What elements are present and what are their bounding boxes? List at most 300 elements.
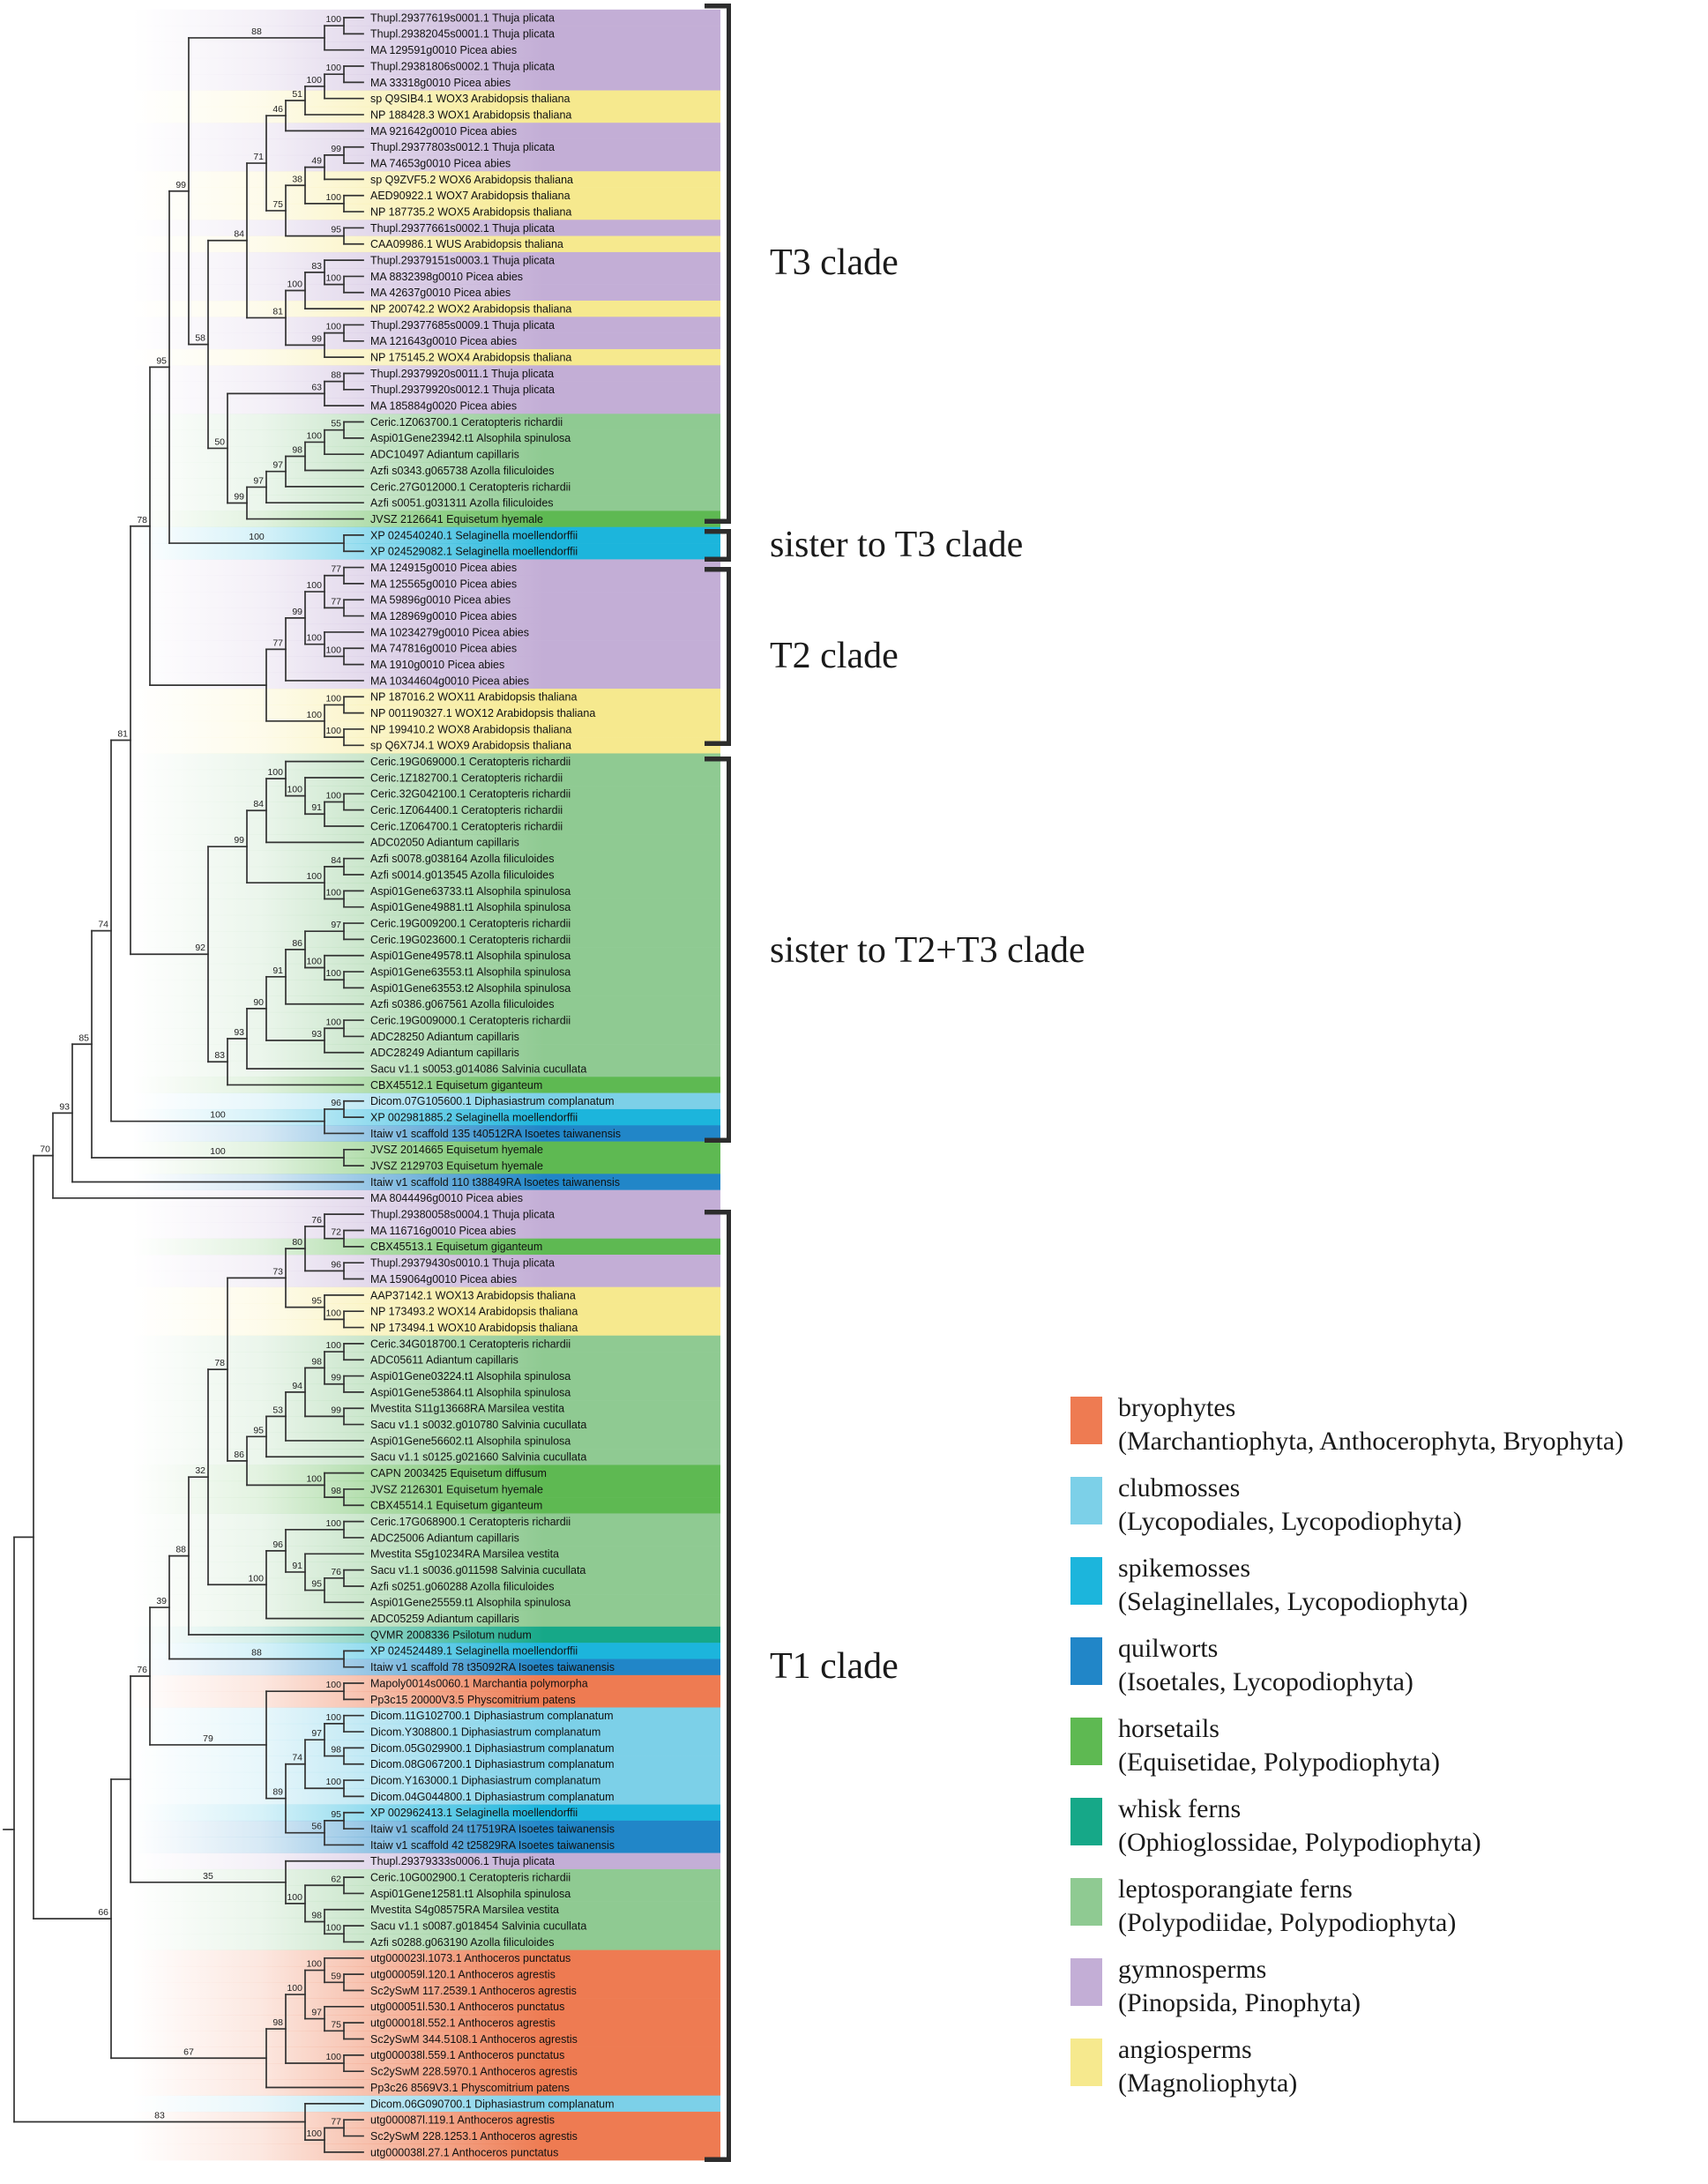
- legend-swatch-ang: [1070, 2039, 1102, 2086]
- tip-label: MA 8832398g0010 Picea abies: [370, 270, 524, 283]
- support-value: 84: [331, 854, 341, 866]
- tip-label: Aspi01Gene25559.t1 Alsophila spinulosa: [370, 1596, 571, 1609]
- support-value: 50: [214, 436, 225, 448]
- tip-label: MA 42637g0010 Picea abies: [370, 287, 511, 300]
- tip-label: utg000051l.530.1 Anthoceros punctatus: [370, 2001, 565, 2014]
- support-value: 99: [331, 1405, 341, 1416]
- support-value: 100: [325, 887, 341, 898]
- tip-label: Ceric.19G069000.1 Ceratopteris richardii: [370, 756, 571, 769]
- legend-text: [1118, 1391, 1623, 1458]
- tip-label: ADC05611 Adiantum capillaris: [370, 1353, 518, 1367]
- tip-label: MA 74653g0010 Picea abies: [370, 157, 511, 170]
- tip-label: Sacu v1.1 s0036.g011598 Salvinia cucullata: [370, 1564, 586, 1577]
- support-value: 100: [306, 956, 322, 967]
- support-value: 63: [311, 382, 322, 393]
- tip-label: Aspi01Gene49881.t1 Alsophila spinulosa: [370, 901, 571, 914]
- tip-label: MA 159064g0010 Picea abies: [370, 1272, 518, 1286]
- support-value: 100: [325, 726, 341, 737]
- tip-label: NP 199410.2 WOX8 Arabidopsis thaliana: [370, 723, 572, 736]
- tip-label: Thupl.29377661s0002.1 Thuja plicata: [370, 221, 555, 235]
- tip-label: utg000023l.1073.1 Anthoceros punctatus: [370, 1952, 571, 1965]
- support-value: 100: [267, 767, 283, 779]
- tip-label: Sacu v1.1 s0125.g021660 Salvinia cucullata: [370, 1450, 587, 1464]
- clade-label-sister-to-t2-t3-clade: sister to T2+T3 clade: [770, 930, 1085, 971]
- legend-text: [1118, 1632, 1413, 1699]
- tip-label: Dicom.06G090700.1 Diphasiastrum complanatum: [370, 2098, 615, 2111]
- support-value: 67: [183, 2046, 194, 2058]
- support-value: 100: [325, 1308, 341, 1319]
- legend-entry-whisk-ferns: [1070, 1793, 1481, 1860]
- tip-label: Itaiw v1 scaffold 110 t38849RA Isoetes taiwanensis: [370, 1175, 621, 1189]
- tip-label: XP 002981885.2 Selaginella moellendorffii: [370, 1111, 578, 1124]
- legend-entry-quilworts: [1070, 1632, 1413, 1699]
- support-value: 100: [325, 191, 341, 203]
- legend-swatch-bry: [1070, 1397, 1102, 1444]
- support-value: 53: [272, 1405, 283, 1416]
- tip-label: Aspi01Gene49578.t1 Alsophila spinulosa: [370, 950, 571, 963]
- tip-label: sp Q9SIB4.1 WOX3 Arabidopsis thaliana: [370, 93, 571, 106]
- tip-label: Pp3c26 8569V3.1 Physcomitrium patens: [370, 2081, 570, 2094]
- tip-label: Itaiw v1 scaffold 135 t40512RA Isoetes taiwanensis: [370, 1127, 621, 1140]
- support-value: 100: [325, 1517, 341, 1529]
- tip-label: Sc2ySwM 228.5970.1 Anthoceros agrestis: [370, 2065, 578, 2078]
- support-value: 51: [292, 88, 302, 100]
- tip-label: Mvestita S4g08575RA Marsilea vestita: [370, 1904, 559, 1917]
- clade-bracket-cap: [705, 2158, 731, 2163]
- support-value: 93: [234, 1026, 244, 1038]
- support-value: 100: [306, 632, 322, 644]
- legend-text: [1118, 1793, 1481, 1860]
- support-value: 84: [234, 228, 244, 240]
- clade-bracket-cap: [705, 757, 731, 762]
- legend-taxa: (Isoetales, Lycopodiophyta): [1118, 1667, 1413, 1696]
- clade-bracket-cap: [705, 519, 731, 525]
- support-value: 35: [203, 1870, 213, 1882]
- support-value: 59: [331, 1971, 341, 1982]
- support-value: 74: [292, 1752, 302, 1763]
- legend-name: bryophytes: [1118, 1393, 1236, 1422]
- legend-swatch-gym: [1070, 1958, 1102, 2006]
- support-value: 77: [272, 637, 283, 649]
- tip-label: Ceric.10G002900.1 Ceratopteris richardii: [370, 1871, 571, 1884]
- tip-label: MA 125565g0010 Picea abies: [370, 578, 518, 591]
- tip-label: MA 121643g0010 Picea abies: [370, 335, 518, 348]
- support-value: 76: [331, 1566, 341, 1577]
- clade-label-sister-to-t3-clade: sister to T3 clade: [770, 525, 1024, 565]
- support-value: 97: [272, 459, 283, 471]
- tip-label: MA 747816g0010 Picea abies: [370, 642, 518, 655]
- support-value: 86: [292, 937, 302, 949]
- support-value: 95: [331, 1808, 341, 1820]
- tip-label: NP 188428.3 WOX1 Arabidopsis thaliana: [370, 108, 572, 122]
- legend-text: [1118, 1873, 1456, 1940]
- tip-label: Thupl.29379430s0010.1 Thuja plicata: [370, 1256, 555, 1270]
- tip-label: MA 10344604g0010 Picea abies: [370, 675, 530, 688]
- support-value: 89: [272, 1786, 283, 1798]
- tip-label: Dicom.07G105600.1 Diphasiastrum complanatum: [370, 1095, 615, 1108]
- legend-swatch-qui: [1070, 1637, 1102, 1685]
- legend-swatch-clu: [1070, 1477, 1102, 1524]
- tip-label: Azfi s0078.g038164 Azolla filiculoides: [370, 853, 555, 866]
- tip-label: Azfi s0386.g067561 Azolla filiculoides: [370, 998, 555, 1011]
- support-value: 72: [331, 1226, 341, 1238]
- support-value: 100: [325, 968, 341, 980]
- tip-label: Aspi01Gene63553.t2 Alsophila spinulosa: [370, 981, 571, 995]
- tip-label: Sacu v1.1 s0053.g014086 Salvinia cucullata: [370, 1062, 587, 1076]
- legend-entry-bryophytes: [1070, 1391, 1623, 1458]
- tip-label: Aspi01Gene12581.t1 Alsophila spinulosa: [370, 1887, 571, 1900]
- tip-label: MA 129591g0010 Picea abies: [370, 44, 518, 57]
- support-value: 86: [234, 1449, 244, 1460]
- legend-taxa: (Ophioglossidae, Polypodiophyta): [1118, 1828, 1481, 1857]
- tip-label: ADC05259 Adiantum capillaris: [370, 1613, 519, 1626]
- tip-label: Azfi s0251.g060288 Azolla filiculoides: [370, 1580, 555, 1593]
- support-value: 77: [331, 563, 341, 575]
- clade-label-t1-clade: T1 clade: [770, 1646, 899, 1687]
- clade-bracket: [727, 529, 731, 562]
- support-value: 78: [214, 1358, 225, 1369]
- legend-name: gymnosperms: [1118, 1955, 1267, 1984]
- tip-label: Thupl.29382045s0001.1 Thuja plicata: [370, 27, 555, 41]
- support-value: 80: [292, 1237, 302, 1249]
- support-value: 66: [98, 1907, 108, 1919]
- support-value: 100: [306, 2128, 322, 2140]
- clade-bracket-cap: [705, 1210, 731, 1215]
- support-value: 46: [272, 104, 283, 116]
- support-value: 96: [331, 1097, 341, 1108]
- tip-label: Thupl.29379333s0006.1 Thuja plicata: [370, 1855, 555, 1868]
- tip-label: Thupl.29379920s0011.1 Thuja plicata: [370, 367, 555, 380]
- tip-label: NP 173494.1 WOX10 Arabidopsis thaliana: [370, 1321, 578, 1334]
- support-value: 93: [311, 1029, 322, 1040]
- support-value: 100: [325, 272, 341, 284]
- support-value: 100: [325, 63, 341, 74]
- support-value: 88: [251, 1647, 262, 1658]
- support-value: 95: [331, 224, 341, 235]
- legend-name: quilworts: [1118, 1634, 1219, 1663]
- tip-label: Dicom.Y308800.1 Diphasiastrum complanatum: [370, 1726, 601, 1739]
- support-value: 100: [325, 645, 341, 656]
- support-value: 76: [311, 1214, 322, 1226]
- support-value: 85: [78, 1032, 89, 1044]
- tip-label: Thupl.29379920s0012.1 Thuja plicata: [370, 384, 555, 397]
- tip-label: Aspi01Gene56602.t1 Alsophila spinulosa: [370, 1435, 571, 1448]
- support-value: 100: [325, 693, 341, 704]
- tip-label: AED90922.1 WOX7 Arabidopsis thaliana: [370, 190, 571, 203]
- legend-text: [1118, 1953, 1361, 2020]
- tip-label: NP 187016.2 WOX11 Arabidopsis thaliana: [370, 690, 578, 704]
- tip-label: Dicom.11G102700.1 Diphasiastrum complanatum: [370, 1710, 614, 1723]
- legend-swatch-lep: [1070, 1878, 1102, 1926]
- legend-taxa: (Pinopsida, Pinophyta): [1118, 1988, 1361, 2017]
- support-value: 78: [137, 514, 147, 526]
- tip-label: sp Q6X7J4.1 WOX9 Arabidopsis thaliana: [370, 739, 571, 752]
- tip-label: MA 1910g0010 Picea abies: [370, 659, 505, 671]
- support-value: 97: [331, 920, 341, 931]
- support-value: 74: [98, 919, 108, 930]
- legend-entry-angiosperms: [1070, 2033, 1297, 2100]
- support-value: 83: [214, 1050, 225, 1062]
- support-value: 98: [331, 1744, 341, 1755]
- tip-label: Dicom.08G067200.1 Diphasiastrum complanatum: [370, 1758, 615, 1771]
- tip-label: MA 921642g0010 Picea abies: [370, 124, 518, 138]
- tip-label: utg000038l.27.1 Anthoceros punctatus: [370, 2146, 559, 2159]
- tip-label: Ceric.19G009000.1 Ceratopteris richardii: [370, 1014, 571, 1027]
- support-value: 75: [272, 198, 283, 210]
- tip-label: Ceric.1Z063700.1 Ceratopteris richardii: [370, 415, 563, 429]
- support-value: 98: [331, 1486, 341, 1497]
- tip-label: ADC28249 Adiantum capillaris: [370, 1047, 519, 1060]
- support-value: 99: [234, 835, 244, 846]
- support-value: 92: [195, 943, 205, 954]
- clade-bracket-cap: [705, 1138, 731, 1144]
- clade-bracket: [727, 757, 731, 1143]
- legend-name: whisk ferns: [1118, 1794, 1242, 1823]
- tip-label: CAPN 2003425 Equisetum diffusum: [370, 1467, 547, 1480]
- tip-label: MA 185884g0020 Picea abies: [370, 399, 518, 413]
- support-value: 100: [306, 1958, 322, 1970]
- support-value: 98: [272, 2017, 283, 2029]
- tip-label: Aspi01Gene23942.t1 Alsophila spinulosa: [370, 432, 571, 445]
- tip-label: Ceric.34G018700.1 Ceratopteris richardii: [370, 1338, 571, 1351]
- support-value: 100: [248, 1573, 264, 1584]
- support-value: 100: [325, 321, 341, 332]
- clade-label-t2-clade: T2 clade: [770, 636, 899, 676]
- tip-label: Thupl.29377619s0001.1 Thuja plicata: [370, 11, 555, 25]
- tip-label: Ceric.27G012000.1 Ceratopteris richardii: [370, 481, 571, 494]
- tip-label: MA 33318g0010 Picea abies: [370, 76, 511, 89]
- tip-label: JVSZ 2129703 Equisetum hyemale: [370, 1159, 543, 1173]
- tip-label: utg000087l.119.1 Anthoceros agrestis: [370, 2113, 555, 2127]
- tip-label: Ceric.1Z064400.1 Ceratopteris richardii: [370, 804, 563, 817]
- support-value: 91: [311, 802, 322, 814]
- support-value: 32: [195, 1465, 205, 1477]
- support-value: 90: [253, 996, 264, 1008]
- tip-label: CBX45513.1 Equisetum giganteum: [370, 1241, 543, 1254]
- tip-label: utg000038l.559.1 Anthoceros punctatus: [370, 2049, 565, 2062]
- legend-entry-clubmosses: [1070, 1472, 1462, 1539]
- support-value: 100: [325, 1777, 341, 1788]
- tip-label: Mapoly0014s0060.1 Marchantia polymorpha: [370, 1677, 588, 1690]
- support-value: 100: [325, 1017, 341, 1028]
- support-value: 93: [59, 1101, 70, 1113]
- tip-label: Aspi01Gene63733.t1 Alsophila spinulosa: [370, 884, 571, 898]
- tip-label: AAP37142.1 WOX13 Arabidopsis thaliana: [370, 1289, 576, 1302]
- support-value: 100: [249, 532, 265, 543]
- tip-label: JVSZ 2126641 Equisetum hyemale: [370, 512, 543, 526]
- support-value: 88: [251, 26, 262, 37]
- tip-label: ADC02050 Adiantum capillaris: [370, 836, 519, 849]
- tip-label: utg000018l.552.1 Anthoceros agrestis: [370, 2016, 556, 2030]
- legend-entry-gymnosperms: [1070, 1953, 1361, 2020]
- legend-text: [1118, 1552, 1468, 1619]
- tip-label: Ceric.19G009200.1 Ceratopteris richardii: [370, 917, 571, 930]
- support-value: 95: [156, 355, 167, 367]
- support-value: 88: [175, 1544, 186, 1555]
- support-value: 99: [175, 179, 186, 190]
- support-value: 100: [306, 1473, 322, 1485]
- support-value: 38: [292, 174, 302, 185]
- tip-label: sp Q9ZVF5.2 WOX6 Arabidopsis thaliana: [370, 173, 573, 186]
- tip-label: utg000059l.120.1 Anthoceros agrestis: [370, 1968, 556, 1981]
- legend-taxa: (Selaginellales, Lycopodiophyta): [1118, 1587, 1468, 1616]
- tip-label: Aspi01Gene63553.t1 Alsophila spinulosa: [370, 965, 571, 979]
- support-value: 83: [311, 260, 322, 272]
- tip-label: Itaiw v1 scaffold 42 t25829RA Isoetes taiwanensis: [370, 1838, 615, 1852]
- tip-label: Thupl.29380058s0004.1 Thuja plicata: [370, 1208, 555, 1221]
- support-value: 100: [306, 74, 322, 86]
- tip-label: Thupl.29377803s0012.1 Thuja plicata: [370, 141, 555, 154]
- support-value: 98: [311, 1356, 322, 1368]
- tip-label: Azfi s0014.g013545 Azolla filiculoides: [370, 868, 555, 882]
- tip-label: Dicom.Y163000.1 Diphasiastrum complanatum: [370, 1774, 601, 1787]
- support-value: 39: [156, 1596, 167, 1607]
- clade-bracket-cap: [705, 557, 731, 563]
- tip-label: NP 175145.2 WOX4 Arabidopsis thaliana: [370, 351, 572, 364]
- legend-text: [1118, 2033, 1297, 2100]
- support-value: 97: [253, 475, 264, 487]
- tip-label: NP 200742.2 WOX2 Arabidopsis thaliana: [370, 302, 572, 316]
- support-value: 99: [331, 1372, 341, 1383]
- support-value: 75: [331, 2019, 341, 2031]
- tip-label: Sacu v1.1 s0032.g010780 Salvinia cucullata: [370, 1418, 587, 1431]
- support-value: 100: [306, 580, 322, 592]
- support-value: 100: [325, 1922, 341, 1934]
- support-value: 100: [210, 1145, 226, 1157]
- support-value: 81: [117, 728, 128, 740]
- tip-label: Thupl.29377685s0009.1 Thuja plicata: [370, 318, 555, 332]
- tip-label: XP 002962413.1 Selaginella moellendorffii: [370, 1807, 578, 1820]
- support-value: 100: [210, 1109, 226, 1121]
- clade-bracket-cap: [705, 4, 731, 9]
- support-value: 99: [292, 606, 302, 617]
- support-value: 95: [311, 1578, 322, 1590]
- tip-label: MA 128969g0010 Picea abies: [370, 609, 518, 622]
- support-value: 70: [40, 1144, 50, 1155]
- tip-label: Mvestita S5g10234RA Marsilea vestita: [370, 1547, 559, 1561]
- tip-label: XP 024540240.1 Selaginella moellendorffii: [370, 529, 578, 542]
- clade-bracket: [727, 1210, 731, 2162]
- support-value: 100: [306, 430, 322, 442]
- legend-swatch-spi: [1070, 1557, 1102, 1605]
- tip-label: MA 116716g0010 Picea abies: [370, 1224, 517, 1237]
- support-value: 56: [311, 1821, 322, 1832]
- tip-label: ADC10497 Adiantum capillaris: [370, 448, 519, 461]
- support-value: 98: [292, 444, 302, 456]
- support-value: 100: [325, 1680, 341, 1691]
- support-value: 99: [234, 491, 244, 503]
- support-value: 100: [325, 790, 341, 801]
- support-value: 79: [203, 1733, 213, 1744]
- legend-text: [1118, 1712, 1440, 1779]
- support-value: 91: [272, 965, 283, 976]
- support-value: 55: [331, 418, 341, 429]
- legend-swatch-whi: [1070, 1798, 1102, 1845]
- support-value: 76: [137, 1664, 147, 1675]
- clade-bracket-cap: [705, 529, 731, 534]
- clade-bracket: [727, 567, 731, 746]
- clade-bracket: [727, 4, 731, 524]
- support-value: 100: [325, 1711, 341, 1723]
- support-value: 100: [287, 784, 302, 795]
- support-value: 100: [306, 871, 322, 883]
- support-value: 100: [306, 709, 322, 720]
- legend-taxa: (Equisetidae, Polypodiophyta): [1118, 1748, 1440, 1777]
- support-value: 100: [325, 2052, 341, 2063]
- legend-taxa: (Polypodiidae, Polypodiophyta): [1118, 1908, 1457, 1937]
- tip-label: MA 59896g0010 Picea abies: [370, 593, 511, 607]
- clade-bracket-cap: [705, 742, 731, 747]
- legend-entry-spikemosses: [1070, 1552, 1468, 1619]
- tip-label: Ceric.32G042100.1 Ceratopteris richardii: [370, 787, 571, 801]
- tip-label: Ceric.1Z182700.1 Ceratopteris richardii: [370, 771, 563, 785]
- tip-label: Thupl.29381806s0002.1 Thuja plicata: [370, 60, 555, 73]
- tip-label: Aspi01Gene03224.t1 Alsophila spinulosa: [370, 1369, 571, 1383]
- tip-label: QVMR 2008336 Psilotum nudum: [370, 1629, 532, 1642]
- tip-label: Sc2ySwM 117.2539.1 Anthoceros agrestis: [370, 1984, 577, 1997]
- tip-label: NP 187735.2 WOX5 Arabidopsis thaliana: [370, 205, 572, 219]
- legend-swatch-hor: [1070, 1718, 1102, 1765]
- legend-entry-leptosporangiate-ferns: [1070, 1873, 1456, 1940]
- tip-label: Mvestita S11g13668RA Marsilea vestita: [370, 1402, 565, 1415]
- tip-label: ADC25006 Adiantum capillaris: [370, 1532, 519, 1545]
- tip-label: JVSZ 2126301 Equisetum hyemale: [370, 1483, 543, 1496]
- support-value: 81: [272, 306, 283, 317]
- tip-label: Dicom.05G029900.1 Diphasiastrum complanatum: [370, 1741, 615, 1755]
- tip-label: CBX45512.1 Equisetum giganteum: [370, 1078, 543, 1092]
- legend-name: angiosperms: [1118, 2035, 1252, 2064]
- tip-label: CBX45514.1 Equisetum giganteum: [370, 1499, 543, 1512]
- tip-label: Azfi s0051.g031311 Azolla filiculoides: [370, 496, 554, 510]
- tip-label: Aspi01Gene53864.t1 Alsophila spinulosa: [370, 1386, 571, 1399]
- support-value: 97: [311, 1728, 322, 1740]
- support-value: 99: [311, 333, 322, 345]
- support-value: 88: [331, 369, 341, 381]
- tip-label: MA 124915g0010 Picea abies: [370, 561, 518, 574]
- support-value: 100: [287, 1983, 302, 1994]
- tip-label: Itaiw v1 scaffold 24 t17519RA Isoetes taiwanensis: [370, 1822, 615, 1836]
- legend-text: [1118, 1472, 1462, 1539]
- tip-label: Pp3c15 20000V3.5 Physcomitrium patens: [370, 1693, 576, 1706]
- support-value: 49: [311, 155, 322, 167]
- support-value: 77: [331, 596, 341, 607]
- support-value: 71: [253, 152, 264, 163]
- tip-label: Azfi s0288.g063190 Azolla filiculoides: [370, 1935, 555, 1949]
- support-value: 100: [287, 279, 302, 290]
- support-value: 58: [195, 332, 205, 344]
- support-value: 98: [311, 1910, 322, 1921]
- legend-taxa: (Magnoliophyta): [1118, 2068, 1298, 2098]
- tip-label: NP 173493.2 WOX14 Arabidopsis thaliana: [370, 1305, 578, 1318]
- support-value: 100: [325, 1340, 341, 1352]
- support-value: 83: [154, 2110, 165, 2121]
- legend-taxa: (Marchantiophyta, Anthocerophyta, Bryophyta): [1118, 1427, 1624, 1456]
- support-value: 91: [292, 1560, 302, 1571]
- support-value: 84: [253, 799, 264, 810]
- tip-label: CAA09986.1 WUS Arabidopsis thaliana: [370, 238, 563, 251]
- tip-label: Ceric.19G023600.1 Ceratopteris richardii: [370, 933, 571, 946]
- tip-label: NP 001190327.1 WOX12 Arabidopsis thaliana: [370, 707, 596, 720]
- tip-label: JVSZ 2014665 Equisetum hyemale: [370, 1144, 543, 1157]
- tip-label: Thupl.29379151s0003.1 Thuja plicata: [370, 254, 555, 267]
- tip-label: XP 024524489.1 Selaginella moellendorffii: [370, 1644, 578, 1658]
- support-value: 73: [272, 1266, 283, 1278]
- legend-name: spikemosses: [1118, 1554, 1250, 1583]
- support-value: 100: [287, 1891, 302, 1903]
- clade-label-t3-clade: T3 clade: [770, 242, 899, 283]
- support-value: 77: [331, 2116, 341, 2128]
- tip-label: Dicom.04G044800.1 Diphasiastrum complanatum: [370, 1790, 615, 1803]
